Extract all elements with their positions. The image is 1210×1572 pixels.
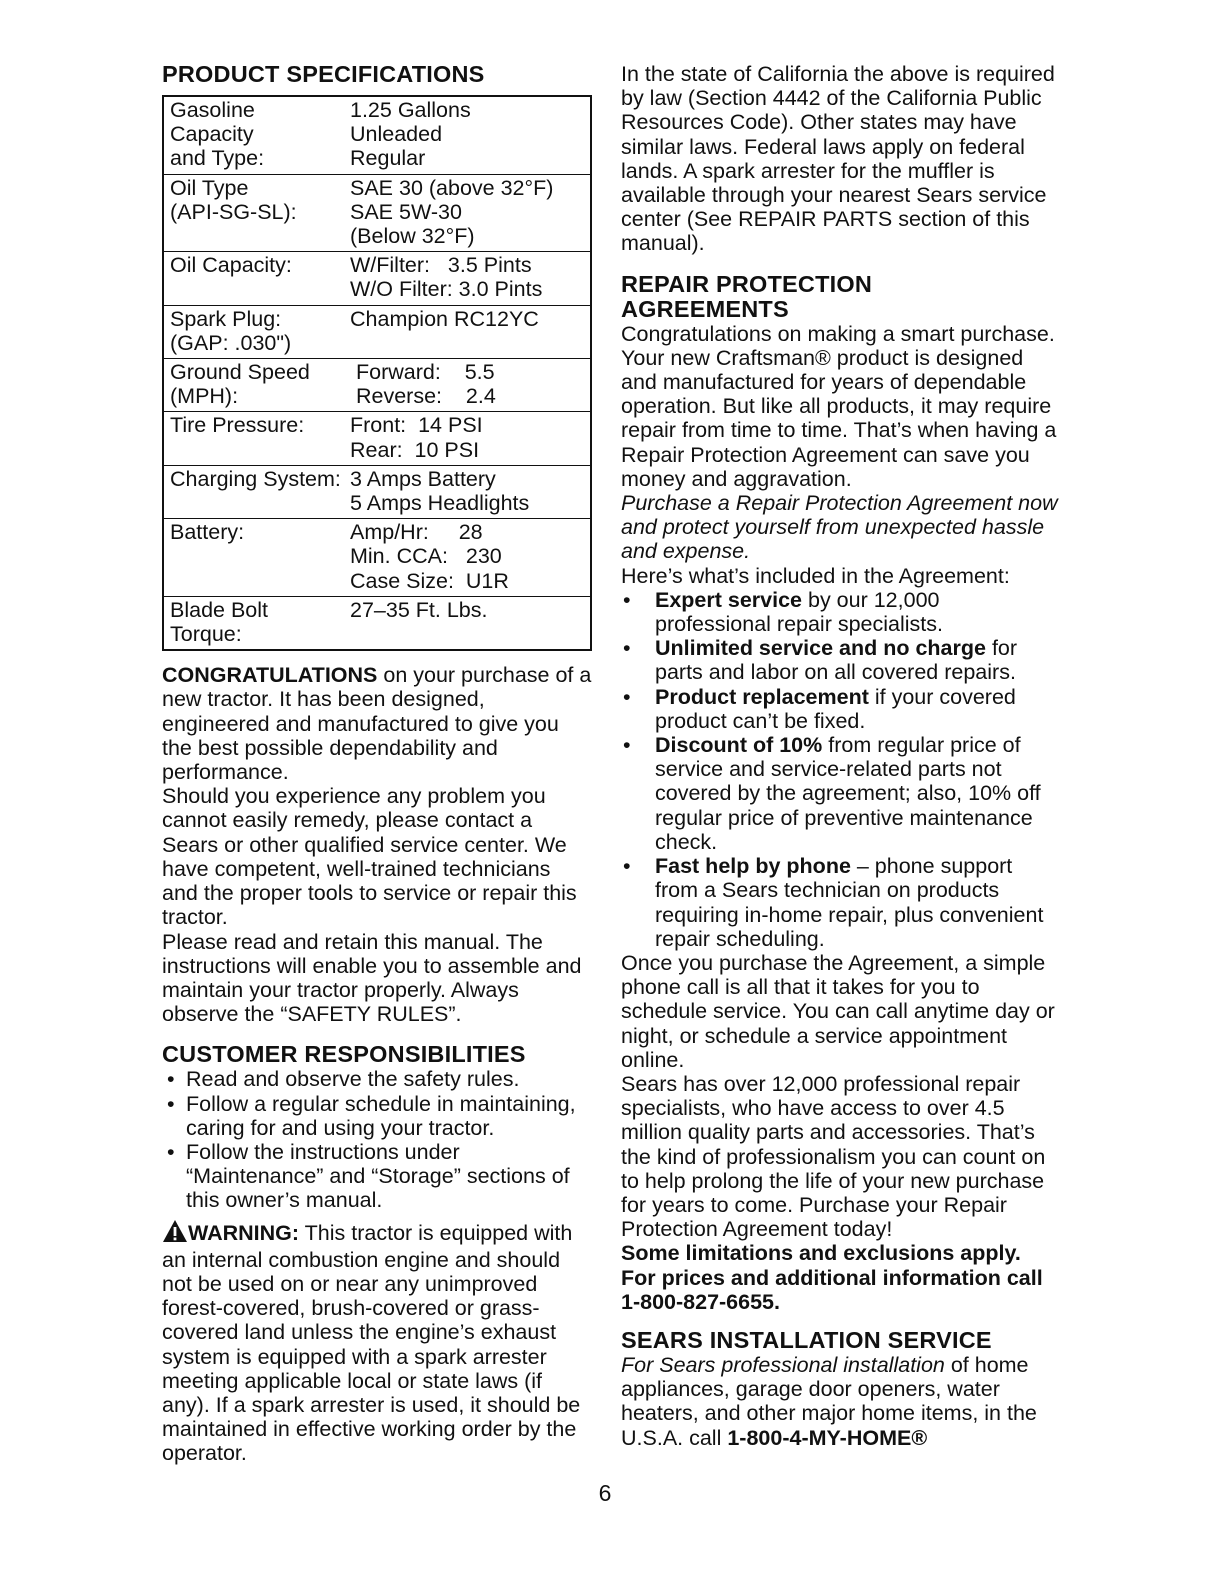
sears-over-paragraph: Sears has over 12,000 professional repair specialists, who have access to over 4.5 million quality parts and accessories. That’s the kind of professionalism you can count on to help prolong the life of your new purchase for years to come. Purchase your Repair Protection Agreement today! <box>621 1071 1046 1242</box>
warning-text: This tractor is equipped with an internal combustion engine and should not be used on or near any unimproved forest-covered, brush-covered or grass-covered land unless the engine’s exhaust system is equipped with a spark arrester meeting applicable local or state laws (if any). If a spark arrester is used, it should be maintained in effective working order by the operator. <box>162 1220 581 1466</box>
rpa-title-line2: AGREEMENTS <box>621 295 789 322</box>
spec-row <box>164 466 590 519</box>
spec-label: Oil Type (API-SG-SL): <box>170 175 297 224</box>
spec-row <box>164 412 590 465</box>
included-item-text: if your covered product can’t be fixed. <box>655 684 1016 733</box>
spec-value: Forward: 5.5 Reverse: 2.4 <box>355 360 496 409</box>
list-item: • Follow a regular schedule in maintaining, caring for and using your tractor. <box>162 1092 592 1140</box>
spec-value: Amp/Hr: 28 Min. CCA: 230 Case Size: U1R <box>350 520 509 593</box>
installation-paragraph <box>621 1353 1061 1450</box>
list-item <box>621 685 1061 733</box>
spec-label: Tire Pressure: <box>170 413 305 438</box>
congrats-paragraph <box>162 663 592 784</box>
warning-paragraph <box>162 1219 592 1466</box>
list-item <box>621 854 1061 951</box>
spec-label: Gasoline Capacity and Type: <box>170 98 265 171</box>
spec-row <box>164 175 590 253</box>
included-item-text: from regular price of service and service-related parts not covered by the agreement; also, 10% off regular price of preventive maintenance check. <box>655 733 1041 854</box>
warning-triangle-icon <box>162 1219 188 1248</box>
list-item: • Read and observe the safety rules. <box>162 1067 592 1091</box>
spec-row <box>164 359 590 412</box>
list-item <box>621 636 1061 684</box>
rpa-intro: Congratulations on making a smart purchase. Your new Craftsman® product is designed and manufactured for years of dependable operation. But like all products, it may require repair from time to time. That’s when having a Repair Protection Agreement can save you money and aggravation. <box>621 321 1057 491</box>
included-item-text: – phone support from a Sears technician on products requiring in-home repair, plus convenient repair scheduling. <box>655 854 1044 951</box>
spec-value: 3 Amps Battery 5 Amps Headlights <box>350 466 530 516</box>
installation-italic: For Sears professional installation <box>621 1352 945 1377</box>
spec-title: PRODUCT SPECIFICATIONS <box>162 61 485 87</box>
spec-label: Blade Bolt Torque: <box>170 597 269 647</box>
customer-responsibilities-list <box>162 1067 592 1212</box>
spec-label: Charging System: <box>170 466 341 491</box>
spec-row <box>164 97 590 175</box>
manual-paragraph: Please read and retain this manual. The instructions will enable you to assemble and maintain your tractor properly. Always observe the “SAFETY RULES”. <box>162 929 582 1027</box>
list-item <box>621 588 1061 636</box>
spec-value: Front: 14 PSI Rear: 10 PSI <box>350 413 483 462</box>
included-item-text: for parts and labor on all covered repairs. <box>655 636 1018 685</box>
service-paragraph: Should you experience any problem you cannot easily remedy, please contact a Sears or other qualified service center. We have competent, well-trained technicians and the proper tools to service or repair this tractor. <box>162 784 577 930</box>
left-column <box>162 62 592 1466</box>
spec-row <box>164 252 590 305</box>
spec-value: 1.25 Gallons Unleaded Regular <box>350 98 471 171</box>
page-number: 6 <box>598 1480 612 1506</box>
rpa-italic: Purchase a Repair Protection Agreement now and protect yourself from unexpected hassle and expense. <box>621 491 1058 564</box>
rpa-title-line1: REPAIR PROTECTION <box>621 270 873 297</box>
spec-table <box>162 95 592 651</box>
spec-row <box>164 306 590 359</box>
included-list <box>621 588 1061 951</box>
included-item-title: Expert service <box>655 587 803 612</box>
installation-title: SEARS INSTALLATION SERVICE <box>621 1326 992 1353</box>
customer-responsibilities-title: CUSTOMER RESPONSIBILITIES <box>162 1041 526 1068</box>
rpa-title <box>621 272 1061 322</box>
spec-value: W/Filter: 3.5 Pints W/O Filter: 3.0 Pints <box>350 253 543 302</box>
warning-label: WARNING: <box>188 1220 300 1245</box>
spec-value: SAE 30 (above 32°F) SAE 5W-30 (Below 32°F) <box>350 175 554 249</box>
included-item-title: Fast help by phone <box>655 854 851 879</box>
spec-value: 27–35 Ft. Lbs. <box>350 597 488 622</box>
included-item-title: Product replacement <box>655 684 869 709</box>
list-item <box>621 733 1061 854</box>
list-item: • Follow the instructions under “Maintenance” and “Storage” sections of this owner’s manual. <box>162 1140 592 1213</box>
spec-label: Oil Capacity: <box>170 253 292 278</box>
spec-label: Ground Speed (MPH): <box>170 360 310 409</box>
right-column <box>621 62 1061 1450</box>
congrats-lead: CONGRATULATIONS <box>162 663 378 688</box>
spec-value: Champion RC12YC <box>350 306 539 331</box>
spec-row <box>164 597 590 649</box>
congrats-text: on your purchase of a new tractor. It has been designed, engineered and manufactured to give you the best possible dependability and performance. <box>162 663 592 785</box>
included-item-text: by our 12,000 professional repair specialists. <box>655 587 943 637</box>
spec-row <box>164 519 590 597</box>
installation-phone: 1-800-4-MY-HOME® <box>727 1425 928 1450</box>
included-intro: Here’s what’s included in the Agreement: <box>621 563 1010 588</box>
spec-label: Spark Plug: (GAP: .030") <box>170 306 292 355</box>
included-item-title: Discount of 10% <box>655 733 823 758</box>
once-paragraph: Once you purchase the Agreement, a simple phone call is all that it takes for you to schedule service. You can call anytime day or night, or schedule a service appointment online. <box>621 950 1055 1072</box>
included-item-title: Unlimited service and no charge <box>655 636 986 661</box>
california-paragraph: In the state of California the above is required by law (Section 4442 of the California Public Resources Code). Other states may have similar laws. Federal laws apply on federal lands. A spark arrester for the muffler is available through your nearest Sears service center (See REPAIR PARTS section of this manual). <box>621 62 1055 256</box>
limitations-notice: Some limitations and exclusions apply. For prices and additional information call 1-800-827-6655. <box>621 1241 1043 1314</box>
installation-text: of home appliances, garage door openers, water heaters, and other major home items, in the U.S.A. call <box>621 1352 1037 1450</box>
spec-label: Battery: <box>170 520 245 545</box>
